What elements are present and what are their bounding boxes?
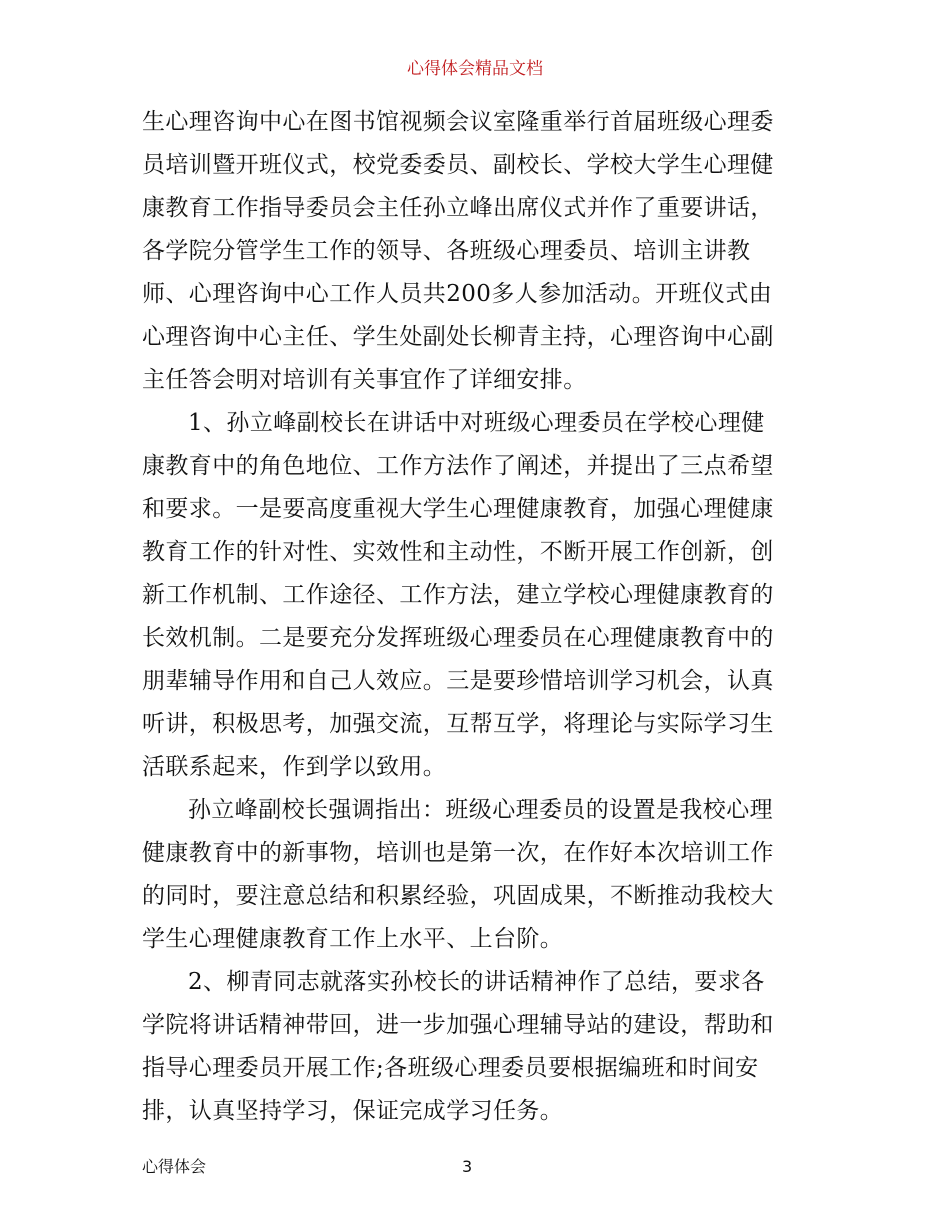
text-line: 师、心理咨询中心工作人员共200多人参加活动。开班仪式由: [142, 281, 773, 307]
paragraph-1: [142, 101, 814, 402]
text-line: 孙立峰副校长强调指出：班级心理委员的设置是我校心理: [188, 797, 773, 823]
text-line: 2、柳青同志就落实孙校长的讲话精神作了总结，要求各: [188, 969, 765, 995]
page-header-title: 心得体会精品文档: [407, 59, 543, 79]
text-line: 指导心理委员开展工作;各班级心理委员要根据编班和时间安: [142, 1055, 759, 1081]
paragraph-4: [142, 961, 814, 1133]
text-line: 新工作机制、工作途径、工作方法，建立学校心理健康教育的: [142, 582, 774, 608]
text-line: 康教育中的角色地位、工作方法作了阐述，并提出了三点希望: [142, 453, 774, 479]
paragraph-2: [142, 402, 814, 789]
text-line: 学生心理健康教育工作上水平、上台阶。: [142, 926, 564, 952]
page-footer: [142, 1156, 814, 1178]
text-line: 心理咨询中心主任、学生处副处长柳青主持，心理咨询中心副: [142, 324, 774, 350]
text-line: 听讲，积极思考，加强交流，互帮互学，将理论与实际学习生: [142, 711, 774, 737]
text-line: 和要求。一是要高度重视大学生心理健康教育，加强心理健康: [142, 496, 774, 522]
text-line: 生心理咨询中心在图书馆视频会议室隆重举行首届班级心理委: [142, 109, 774, 135]
text-line: 主任答会明对培训有关事宜作了详细安排。: [142, 367, 587, 393]
text-line: 的同时，要注意总结和积累经验，巩固成果，不断推动我校大: [142, 883, 774, 909]
text-line: 康教育工作指导委员会主任孙立峰出席仪式并作了重要讲话，: [142, 195, 774, 221]
text-line: 各学院分管学生工作的领导、各班级心理委员、培训主讲教: [142, 238, 751, 264]
document-body: [142, 101, 814, 1133]
text-line: 长效机制。二是要充分发挥班级心理委员在心理健康教育中的: [142, 625, 774, 651]
text-line: 员培训暨开班仪式，校党委委员、副校长、学校大学生心理健: [142, 152, 774, 178]
text-line: 健康教育中的新事物，培训也是第一次，在作好本次培训工作: [142, 840, 774, 866]
text-line: 学院将讲话精神带回，进一步加强心理辅导站的建设，帮助和: [142, 1012, 774, 1038]
page-number: 3: [462, 1157, 473, 1176]
text-line: 教育工作的针对性、实效性和主动性，不断开展工作创新，创: [142, 539, 774, 565]
text-line: 活联系起来，作到学以致用。: [142, 754, 447, 780]
footer-label: 心得体会: [142, 1157, 207, 1176]
paragraph-3: [142, 789, 814, 961]
text-line: 排，认真坚持学习，保证完成学习任务。: [142, 1098, 564, 1124]
text-line: 朋辈辅导作用和自己人效应。三是要珍惜培训学习机会，认真: [142, 668, 774, 694]
text-line: 1、孙立峰副校长在讲话中对班级心理委员在学校心理健: [188, 410, 765, 436]
